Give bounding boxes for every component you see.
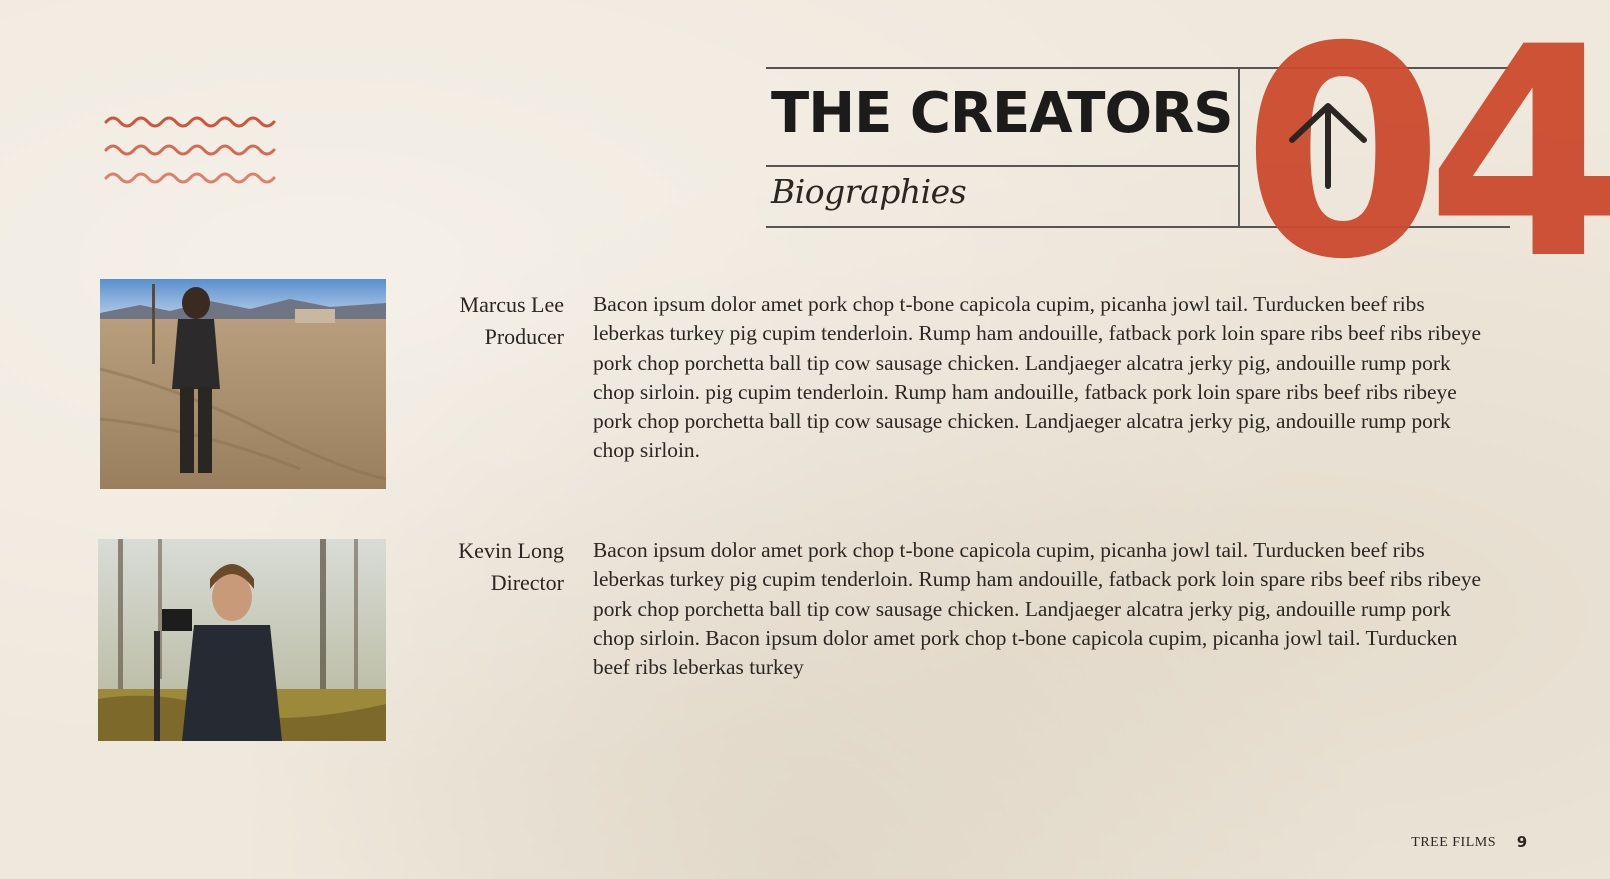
director-name: Kevin Long [458,538,564,563]
director-biography: Bacon ipsum dolor amet pork chop t-bone capicola cupim, picanha jowl tail. Turducken beef ribs leberkas turkey pig cupim tenderloin. Rump ham andouille, fatback pork loin spare ribs beef ribs ribeye pork chop porchetta ball tip cow sausage chicken. Landjaeger alcatra jerky pig, andouille rump pork chop sirloin. Bacon ipsum dolor amet pork chop t-bone capicola cupim, picanha jowl tail. Turducken beef ribs leberkas turkey [593,538,1482,680]
director-name-block [324,535,564,599]
wavy-lines-decoration [104,112,276,188]
producer-name-block [324,289,564,353]
page-title: THE CREATORS [771,81,1233,146]
header-rule-middle [766,165,1239,167]
page-subtitle: Biographies [771,172,967,211]
producer-name: Marcus Lee [459,292,564,317]
up-arrow-icon [1282,98,1374,190]
section-number: 04 [1242,0,1610,323]
director-role: Director [490,570,564,595]
footer-brand: TREE FILMS [1411,835,1496,850]
page-number: 9 [1516,833,1528,851]
producer-biography: Bacon ipsum dolor amet pork chop t-bone capicola cupim, picanha jowl tail. Turducken beef ribs leberkas turkey pig cupim tenderloin. Rump ham andouille, fatback pork loin spare ribs beef ribs ribeye pork chop porchetta ball tip cow sausage chicken. Landjaeger alcatra jerky pig, andouille rump pork chop sirloin. pig cupim tenderloin. Rump ham andouille, fatback pork loin spare ribs beef ribs ribeye pork chop porchetta ball tip cow sausage chicken. Landjaeger alcatra jerky pig, andouille rump pork chop sirloin. [593,292,1482,463]
header-rule-vertical [1238,67,1240,227]
producer-role: Producer [484,324,564,349]
